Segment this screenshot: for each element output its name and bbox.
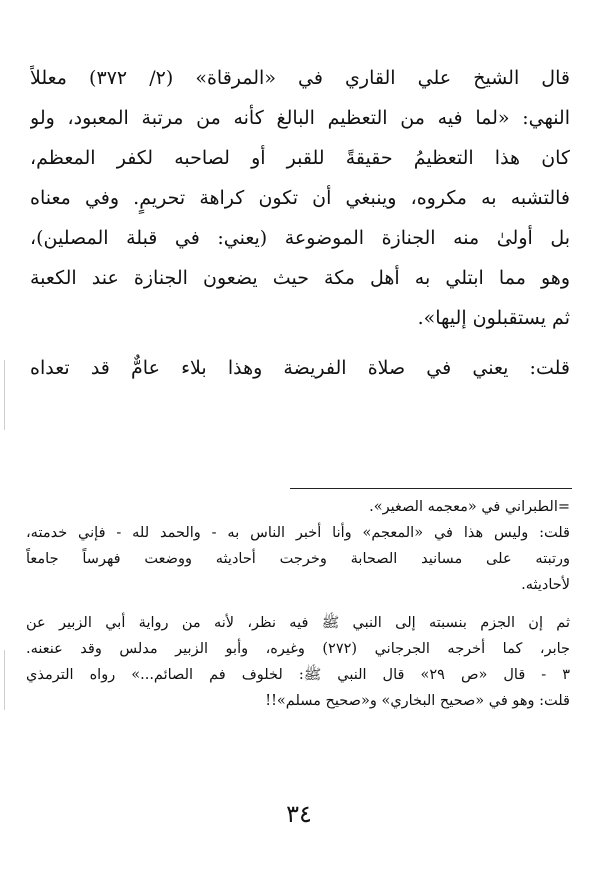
main-text-line: بل أولىٰ منه الجنازة الموضوعة (يعني: في قبلة المصلين)، xyxy=(30,227,570,249)
footnote-line: لأحاديثه. xyxy=(521,577,570,593)
page-number: ٣٤ xyxy=(286,800,312,828)
main-text-line: وهو مما ابتلي به أهل مكة حيث يضعون الجنازة عند الكعبة xyxy=(30,267,570,289)
footnotes xyxy=(26,494,570,714)
page-edge-mark xyxy=(4,650,5,710)
main-text-line: فالتشبه به مكروه، وينبغي أن تكون كراهة تحريمٍ. وفي معناه xyxy=(30,187,570,209)
footnote-line: جابر، كما أخرجه الجرجاني (٢٧٢) وغيره، وأبو الزبير مدلس وقد عنعنه. xyxy=(26,641,570,657)
main-text-line: قلت: يعني في صلاة الفريضة وهذا بلاء عامٌّ قد تعداه xyxy=(30,357,570,379)
footnote-line: قلت: وهو في «صحيح البخاري» و«صحيح مسلم»!! xyxy=(265,693,570,709)
main-text-line: ثم يستقبلون إليها». xyxy=(417,307,570,329)
footnote-line: ثم إن الجزم بنسبته إلى النبي ﷺ فيه نظر، لأنه من رواية أبي الزبير عن xyxy=(26,615,570,631)
footnote-line: =الطبراني في «معجمه الصغير». xyxy=(369,499,570,515)
page-edge-mark xyxy=(4,360,5,430)
footnote-line: ٣ - قال «ص ٢٩» قال النبي ﷺ: لخلوف فم الصائم...» رواه الترمذي xyxy=(26,667,570,683)
main-text-line: قال الشيخ علي القاري في «المرقاة» (٢/ ٣٧٢) معللاً xyxy=(30,67,570,89)
footnote-line: ورتبته على مسانيد الصحابة وخرجت أحاديثه ووضعت فهرساً جامعاً xyxy=(26,551,570,567)
main-text-line: كان هذا التعظيمُ حقيقةً للقبر أو لصاحبه لكفر المعظم، xyxy=(30,147,570,169)
main-text-line: النهي: «لما فيه من التعظيم البالغ كأنه من مرتبة المعبود، ولو xyxy=(30,107,570,129)
footnote-separator xyxy=(290,488,572,489)
main-text xyxy=(30,58,570,388)
footnote-line: قلت: وليس هذا في «المعجم» وأنا أخبر الناس به - والحمد لله - فإني خدمته، xyxy=(26,525,570,541)
